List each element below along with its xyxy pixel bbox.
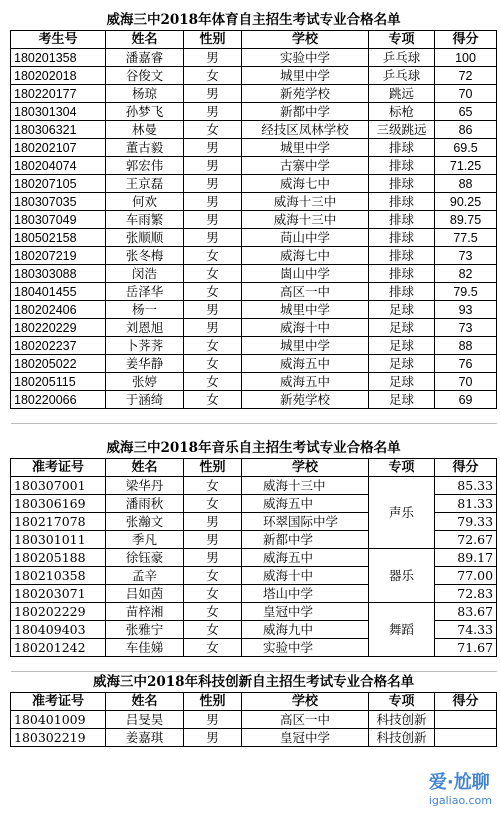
table-cell: 88 — [435, 175, 497, 193]
score-cell: 85.33 — [435, 477, 497, 495]
table-cell: 88 — [435, 337, 497, 355]
watermark-text: 爱·尬聊 — [428, 772, 490, 793]
table-cell: 男 — [184, 229, 242, 247]
table-cell: 皇冠中学 — [242, 603, 369, 621]
spacer — [11, 657, 497, 672]
table-cell: 孙梦飞 — [106, 103, 184, 121]
table-cell: 180203071 — [11, 585, 106, 603]
table-cell: 环翠国际中学 — [242, 513, 369, 531]
table-cell: 足球 — [369, 391, 435, 409]
table-cell: 闵浩 — [106, 265, 184, 283]
table-cell: 82 — [435, 265, 497, 283]
spacer — [11, 409, 497, 439]
table-cell: 新都中学 — [242, 531, 369, 549]
table-cell: 180202406 — [11, 301, 106, 319]
table-cell: 新都中学 — [242, 103, 369, 121]
table-cell: 张雅宁 — [106, 621, 184, 639]
table-cell: 威海七中 — [242, 247, 369, 265]
table-cell: 新苑学校 — [242, 391, 369, 409]
table-cell: 男 — [184, 211, 242, 229]
sports-header-row — [11, 31, 497, 49]
table-row — [11, 67, 497, 85]
table-cell: 排球 — [369, 139, 435, 157]
table-cell: 谷俊文 — [106, 67, 184, 85]
table-row — [11, 603, 497, 621]
table-cell: 潘雨秋 — [106, 495, 184, 513]
table-cell: 180202018 — [11, 67, 106, 85]
header-cell: 专项 — [369, 31, 435, 49]
table-cell: 于涵绮 — [106, 391, 184, 409]
table-cell: 女 — [184, 373, 242, 391]
table-row — [11, 193, 497, 211]
table-cell: 男 — [184, 139, 242, 157]
header-cell: 姓名 — [106, 459, 184, 477]
header-cell: 专项 — [369, 459, 435, 477]
table-cell: 180303088 — [11, 265, 106, 283]
table-cell: 男 — [184, 193, 242, 211]
table-cell: 93 — [435, 301, 497, 319]
sports-section — [11, 10, 497, 409]
table-cell: 城里中学 — [242, 301, 369, 319]
table-row — [11, 711, 497, 729]
table-cell: 180307001 — [11, 477, 106, 495]
header-cell: 学校 — [242, 31, 369, 49]
table-cell: 张婷 — [106, 373, 184, 391]
table-cell: 180301304 — [11, 103, 106, 121]
header-cell: 学校 — [242, 693, 369, 711]
table-cell: 张顺顺 — [106, 229, 184, 247]
table-cell: 180302219 — [11, 729, 106, 747]
table-cell: 女 — [184, 391, 242, 409]
table-cell: 高区一中 — [242, 283, 369, 301]
table-cell: 180409403 — [11, 621, 106, 639]
table-row — [11, 211, 497, 229]
table-cell: 男 — [184, 49, 242, 67]
table-cell: 180207105 — [11, 175, 106, 193]
table-cell: 乒乓球 — [369, 49, 435, 67]
table-cell: 威海十三中 — [242, 211, 369, 229]
music-header-row — [11, 459, 497, 477]
specialty-cell: 器乐 — [369, 549, 435, 603]
table-cell: 孟辛 — [106, 567, 184, 585]
table-cell: 城里中学 — [242, 139, 369, 157]
table-cell: 77.5 — [435, 229, 497, 247]
table-cell: 女 — [184, 603, 242, 621]
table-cell: 73 — [435, 319, 497, 337]
table-cell: 科技创新 — [369, 711, 435, 729]
table-cell: 女 — [184, 121, 242, 139]
table-row — [11, 337, 497, 355]
table-cell: 男 — [184, 103, 242, 121]
table-cell: 足球 — [369, 373, 435, 391]
table-cell: 排球 — [369, 175, 435, 193]
table-cell: 男 — [184, 549, 242, 567]
table-cell: 排球 — [369, 265, 435, 283]
table-cell: 180205115 — [11, 373, 106, 391]
header-cell: 得分 — [435, 459, 497, 477]
table-cell: 苗梓湘 — [106, 603, 184, 621]
table-cell: 180502158 — [11, 229, 106, 247]
table-cell: 女 — [184, 283, 242, 301]
table-cell: 威海五中 — [242, 549, 369, 567]
table-cell: 岳泽华 — [106, 283, 184, 301]
table-row — [11, 139, 497, 157]
table-row — [11, 247, 497, 265]
header-cell: 准考证号 — [11, 459, 106, 477]
table-cell: 林曼 — [106, 121, 184, 139]
table-cell: 女 — [184, 247, 242, 265]
header-cell: 性别 — [184, 31, 242, 49]
table-cell: 女 — [184, 567, 242, 585]
table-cell: 男 — [184, 729, 242, 747]
table-cell: 吕旻昊 — [106, 711, 184, 729]
header-cell: 姓名 — [106, 693, 184, 711]
table-row — [11, 229, 497, 247]
score-cell: 74.33 — [435, 621, 497, 639]
table-cell: 潘嘉睿 — [106, 49, 184, 67]
table-row — [11, 355, 497, 373]
score-cell: 89.17 — [435, 549, 497, 567]
table-row — [11, 103, 497, 121]
table-cell: 足球 — [369, 337, 435, 355]
table-cell: 排球 — [369, 229, 435, 247]
admission-sheet — [10, 10, 496, 747]
table-cell: 180202107 — [11, 139, 106, 157]
table-cell: 女 — [184, 639, 242, 657]
score-cell: 72.83 — [435, 585, 497, 603]
table-cell: 180306169 — [11, 495, 106, 513]
table-cell: 72 — [435, 67, 497, 85]
table-cell: 乒乓球 — [369, 67, 435, 85]
table-cell: 三级跳远 — [369, 121, 435, 139]
table-cell: 王京磊 — [106, 175, 184, 193]
table-cell: 73 — [435, 247, 497, 265]
table-cell: 女 — [184, 495, 242, 513]
table-cell: 吕如茵 — [106, 585, 184, 603]
table-cell: 180202237 — [11, 337, 106, 355]
table-cell: 180202229 — [11, 603, 106, 621]
table-cell: 郭宏伟 — [106, 157, 184, 175]
tech-section — [11, 672, 497, 747]
table-cell: 何欢 — [106, 193, 184, 211]
table-row — [11, 729, 497, 747]
header-cell: 专项 — [369, 693, 435, 711]
table-row — [11, 85, 497, 103]
score-cell: 77.00 — [435, 567, 497, 585]
tech-title: 威海三中2018年科技创新自主招生考试专业合格名单 — [93, 674, 415, 690]
watermark-url: igaliao.com — [428, 794, 492, 807]
table-cell: 180220229 — [11, 319, 106, 337]
table-row — [11, 477, 497, 495]
table-cell: 180205188 — [11, 549, 106, 567]
table-cell: 威海十中 — [242, 567, 369, 585]
music-section — [11, 438, 497, 657]
table-cell: 车雨繁 — [106, 211, 184, 229]
table-cell: 男 — [184, 157, 242, 175]
table-cell: 威海十三中 — [242, 193, 369, 211]
table-cell: 刘恩旭 — [106, 319, 184, 337]
table-row — [11, 121, 497, 139]
table-cell: 姜华静 — [106, 355, 184, 373]
header-cell: 性别 — [184, 459, 242, 477]
table-cell: 男 — [184, 319, 242, 337]
sports-title: 威海三中2018年体育自主招生考试专业合格名单 — [106, 12, 401, 28]
table-cell: 杨琼 — [106, 85, 184, 103]
table-cell: 180306321 — [11, 121, 106, 139]
table-cell: 男 — [184, 301, 242, 319]
table-cell: 跳远 — [369, 85, 435, 103]
table-row — [11, 265, 497, 283]
table-cell: 180201358 — [11, 49, 106, 67]
table-cell: 崮山中学 — [242, 265, 369, 283]
table-cell: 徐钰豪 — [106, 549, 184, 567]
table-row — [11, 49, 497, 67]
header-cell: 得分 — [435, 31, 497, 49]
table-row — [11, 301, 497, 319]
header-cell: 得分 — [435, 693, 497, 711]
table-cell: 69 — [435, 391, 497, 409]
table-cell: 女 — [184, 67, 242, 85]
watermark-logo — [429, 768, 492, 807]
table-cell: 女 — [184, 337, 242, 355]
table-cell: 女 — [184, 477, 242, 495]
table-cell: 实验中学 — [242, 49, 369, 67]
table-cell: 新苑学校 — [242, 85, 369, 103]
table-cell — [435, 729, 497, 747]
specialty-cell: 舞蹈 — [369, 603, 435, 657]
table-cell: 180401009 — [11, 711, 106, 729]
table-cell: 排球 — [369, 157, 435, 175]
table-cell: 男 — [184, 85, 242, 103]
table-cell: 排球 — [369, 283, 435, 301]
results-table — [10, 10, 497, 747]
music-title: 威海三中2018年音乐自主招生考试专业合格名单 — [106, 440, 401, 456]
table-cell: 180217078 — [11, 513, 106, 531]
table-cell: 86 — [435, 121, 497, 139]
table-cell: 足球 — [369, 355, 435, 373]
table-row — [11, 175, 497, 193]
table-cell: 女 — [184, 355, 242, 373]
table-cell: 76 — [435, 355, 497, 373]
table-cell: 180307049 — [11, 211, 106, 229]
specialty-cell: 声乐 — [369, 477, 435, 549]
table-cell: 男 — [184, 531, 242, 549]
table-cell: 180220177 — [11, 85, 106, 103]
table-cell: 89.75 — [435, 211, 497, 229]
score-cell: 83.67 — [435, 603, 497, 621]
table-row — [11, 391, 497, 409]
table-cell: 古寨中学 — [242, 157, 369, 175]
table-cell: 张冬梅 — [106, 247, 184, 265]
table-row — [11, 283, 497, 301]
table-cell: 180401455 — [11, 283, 106, 301]
table-cell: 180207219 — [11, 247, 106, 265]
table-cell: 男 — [184, 175, 242, 193]
table-row — [11, 549, 497, 567]
table-cell: 180220066 — [11, 391, 106, 409]
table-cell: 姜嘉琪 — [106, 729, 184, 747]
table-row — [11, 373, 497, 391]
score-cell: 71.67 — [435, 639, 497, 657]
table-cell: 梁华丹 — [106, 477, 184, 495]
table-cell: 张瀚文 — [106, 513, 184, 531]
table-cell: 70 — [435, 85, 497, 103]
table-cell: 79.5 — [435, 283, 497, 301]
table-cell: 威海九中 — [242, 621, 369, 639]
table-cell: 180204074 — [11, 157, 106, 175]
table-cell: 城里中学 — [242, 337, 369, 355]
table-cell: 排球 — [369, 211, 435, 229]
tech-header-row — [11, 693, 497, 711]
table-cell: 季凡 — [106, 531, 184, 549]
table-cell: 威海十三中 — [242, 477, 369, 495]
table-cell: 180205022 — [11, 355, 106, 373]
table-cell: 威海五中 — [242, 373, 369, 391]
table-cell: 皇冠中学 — [242, 729, 369, 747]
table-cell: 排球 — [369, 247, 435, 265]
table-cell: 高区一中 — [242, 711, 369, 729]
table-cell: 排球 — [369, 193, 435, 211]
table-cell: 足球 — [369, 301, 435, 319]
table-cell — [435, 711, 497, 729]
table-cell: 卜荠荠 — [106, 337, 184, 355]
table-cell: 威海五中 — [242, 495, 369, 513]
header-cell: 学校 — [242, 459, 369, 477]
header-cell: 性别 — [184, 693, 242, 711]
table-cell: 塔山中学 — [242, 585, 369, 603]
table-cell: 足球 — [369, 319, 435, 337]
table-cell: 男 — [184, 513, 242, 531]
table-cell: 威海七中 — [242, 175, 369, 193]
table-cell: 70 — [435, 373, 497, 391]
table-cell: 100 — [435, 49, 497, 67]
table-cell: 71.25 — [435, 157, 497, 175]
header-cell: 准考证号 — [11, 693, 106, 711]
table-cell: 车佳娣 — [106, 639, 184, 657]
table-cell: 180307035 — [11, 193, 106, 211]
table-cell: 城里中学 — [242, 67, 369, 85]
score-cell: 79.33 — [435, 513, 497, 531]
table-cell: 标枪 — [369, 103, 435, 121]
table-cell: 董古毅 — [106, 139, 184, 157]
table-cell: 杨一 — [106, 301, 184, 319]
table-cell: 女 — [184, 621, 242, 639]
table-cell: 男 — [184, 711, 242, 729]
table-cell: 威海十中 — [242, 319, 369, 337]
table-cell: 65 — [435, 103, 497, 121]
table-cell: 180201242 — [11, 639, 106, 657]
table-cell: 女 — [184, 585, 242, 603]
table-cell: 180301011 — [11, 531, 106, 549]
header-cell: 姓名 — [106, 31, 184, 49]
table-cell: 经技区凤林学校 — [242, 121, 369, 139]
table-cell: 90.25 — [435, 193, 497, 211]
table-cell: 苘山中学 — [242, 229, 369, 247]
score-cell: 81.33 — [435, 495, 497, 513]
table-row — [11, 157, 497, 175]
table-cell: 180210358 — [11, 567, 106, 585]
header-cell: 考生号 — [11, 31, 106, 49]
table-cell: 69.5 — [435, 139, 497, 157]
table-cell: 女 — [184, 265, 242, 283]
table-cell: 科技创新 — [369, 729, 435, 747]
table-cell: 实验中学 — [242, 639, 369, 657]
score-cell: 72.67 — [435, 531, 497, 549]
table-row — [11, 319, 497, 337]
table-cell: 威海五中 — [242, 355, 369, 373]
